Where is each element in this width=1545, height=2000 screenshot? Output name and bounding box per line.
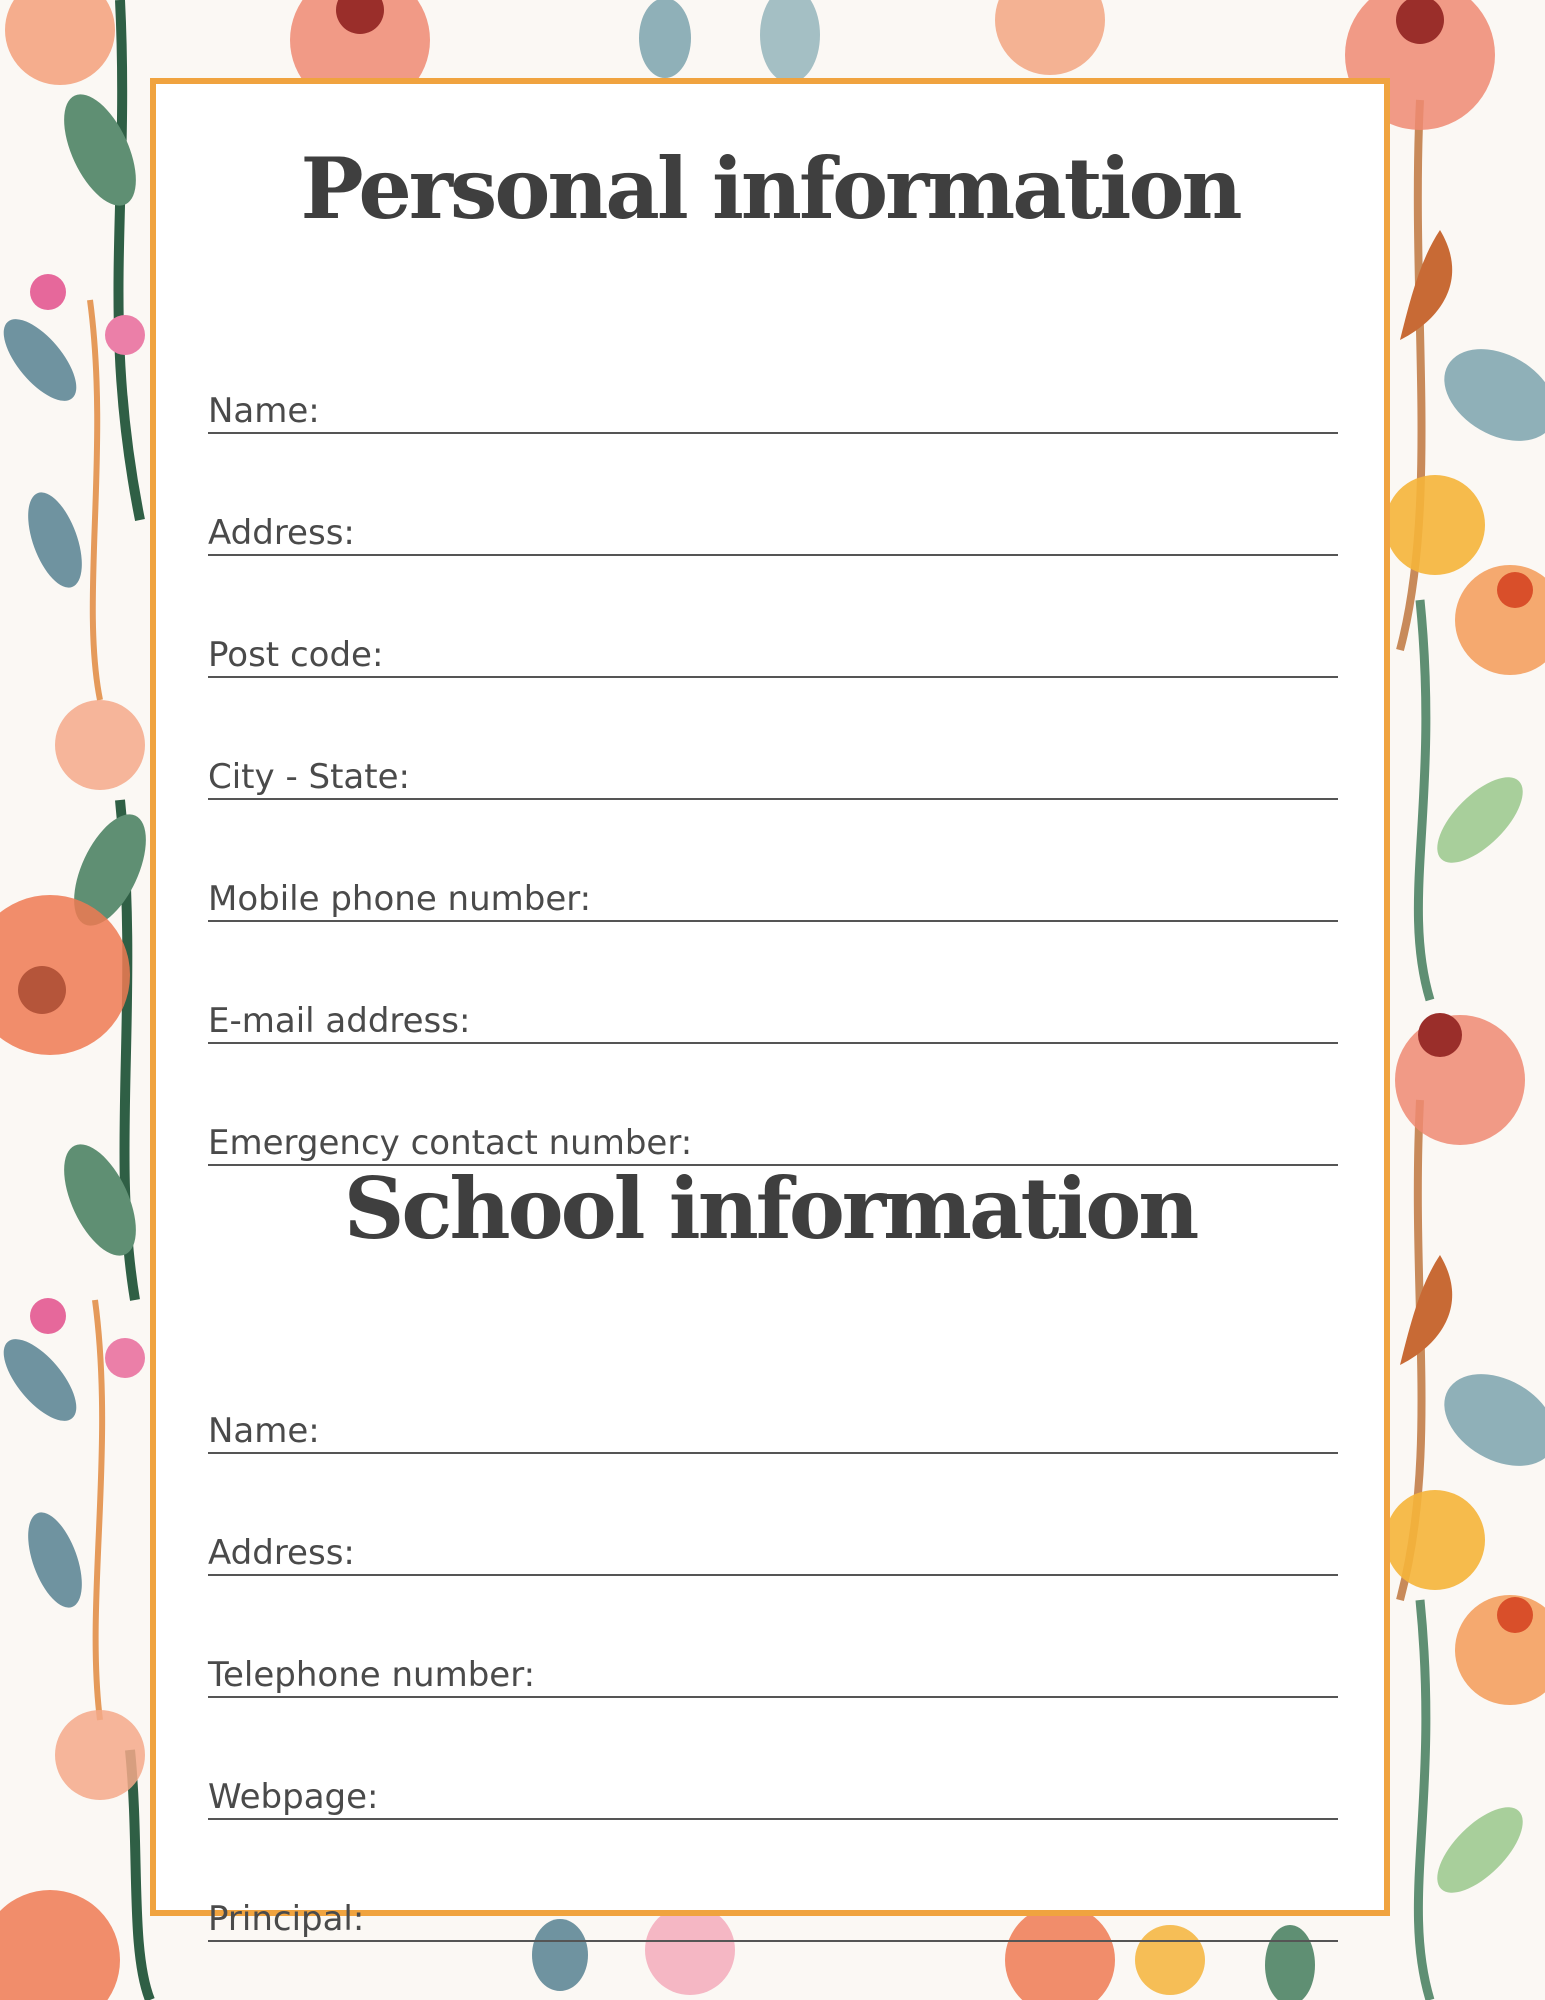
leaf-decoration [49,84,150,216]
leaf-decoration [1428,330,1545,459]
school-address-field[interactable] [208,1518,1338,1576]
stem-decoration [1418,1600,1430,2000]
stem-decoration [95,1300,102,1720]
leaf-decoration [1428,1355,1545,1484]
leaf-decoration [1423,1793,1536,1906]
personal-info-title: Personal information [300,139,1240,238]
flower-decoration [55,1710,145,1800]
field-label: Mobile phone number: [208,879,592,919]
stem-decoration [90,300,100,700]
berry-decoration [105,315,145,355]
field-label: Address: [208,1533,355,1573]
flower-decoration [5,0,115,85]
field-label: Telephone number: [208,1655,536,1695]
leaf-decoration [1400,1255,1452,1365]
leaf-decoration [17,1505,93,1614]
flower-decoration [0,1890,120,2000]
principal-field[interactable] [208,1884,1338,1942]
mobile-phone-field[interactable] [208,864,1338,922]
post-code-field[interactable] [208,620,1338,678]
city-state-field[interactable] [208,742,1338,800]
leaf-decoration [49,1134,150,1266]
leaf-decoration [639,0,691,78]
form-card [150,78,1390,1939]
flower-decoration [55,700,145,790]
field-label: City - State: [208,757,410,797]
telephone-field[interactable] [208,1640,1338,1698]
emergency-contact-field[interactable] [208,1108,1338,1166]
flower-decoration [1418,1013,1462,1057]
leaf-decoration [0,1328,89,1433]
field-label: Emergency contact number: [208,1123,693,1163]
field-label: Name: [208,1411,320,1451]
berry-decoration [30,1298,66,1334]
personal-name-field[interactable] [208,376,1338,434]
stem-decoration [118,0,140,520]
leaf-decoration [1400,230,1452,340]
field-label: Address: [208,513,355,553]
field-label: Webpage: [208,1777,379,1817]
stem-decoration [1418,600,1430,1000]
flower-decoration [995,0,1105,75]
field-label: Name: [208,391,320,431]
personal-address-field[interactable] [208,498,1338,556]
school-name-field[interactable] [208,1396,1338,1454]
flower-decoration [0,895,130,1055]
flower-decoration [18,966,66,1014]
berry-decoration [30,274,66,310]
leaf-decoration [17,485,93,594]
field-label: Post code: [208,635,384,675]
email-field[interactable] [208,986,1338,1044]
leaf-decoration [0,308,89,413]
webpage-field[interactable] [208,1762,1338,1820]
leaf-decoration [760,0,820,83]
leaf-decoration [1423,763,1536,876]
field-label: E-mail address: [208,1001,471,1041]
flower-decoration [1385,475,1485,575]
school-info-title: School information [343,1159,1197,1258]
flower-decoration [1385,1490,1485,1590]
berry-decoration [105,1338,145,1378]
flower-decoration [1497,1597,1533,1633]
flower-decoration [1497,572,1533,608]
stem-decoration [130,1750,150,2000]
field-label: Principal: [208,1899,365,1939]
